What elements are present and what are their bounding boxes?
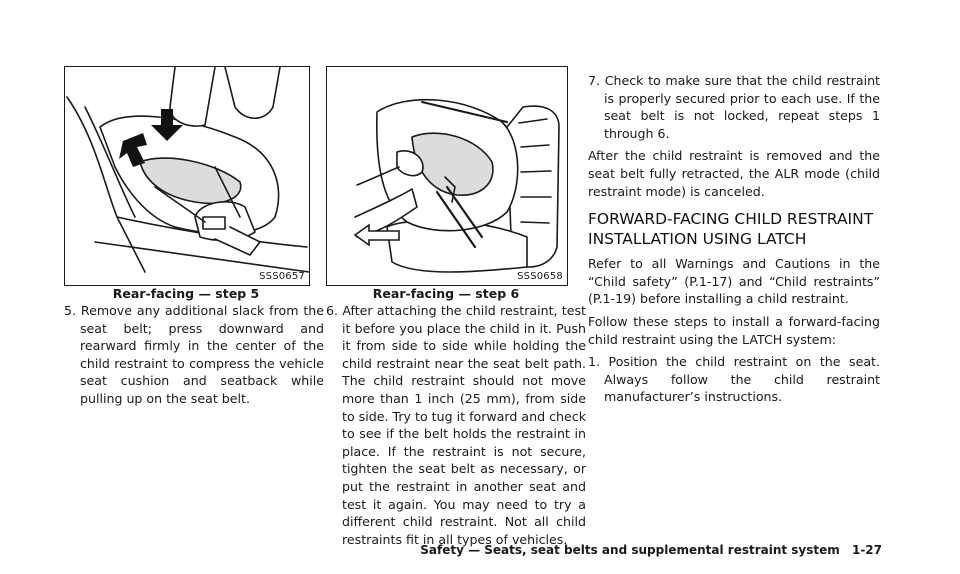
- page-number: 1-27: [851, 543, 882, 557]
- step-number: 7.: [588, 73, 601, 88]
- intro-paragraph: Refer to all Warnings and Cautions in the “Child safety” (P.1-17) and “Child restraints” (P.1-19) before installing a child restraint.: [588, 256, 880, 307]
- figure-rear-facing-step5: [64, 66, 310, 286]
- step-number: 5.: [64, 303, 77, 318]
- step-text: After attaching the child restraint, test it before you place the child in it. Push it from side to side while holding the child restraint near the seat belt path. The child restraint should not move more than 1 inch (25 mm), from side to side. Try to tug it forward and check to see if the belt holds the restraint in place. If the restraint is not secure, tighten the seat belt as necessary, or put the restraint in another seat and test it again. You may need to try a different child restraint. Not all child restraints fit in all types of vehicles.: [342, 303, 586, 547]
- seat-illustration-step6: [327, 67, 567, 285]
- seat-illustration-step5: [65, 67, 309, 285]
- page-footer: [420, 543, 882, 557]
- step-text: Position the child restraint on the seat. Always follow the child restraint manufacturer’s instructions.: [604, 354, 880, 405]
- step-text: Remove any additional slack from the seat belt; press downward and rearward firmly in the center of the child restraint to compress the vehicle seat cushion and seatback while pulling up on the seat belt.: [80, 303, 324, 406]
- step-number: 6.: [326, 303, 339, 318]
- follow-paragraph: Follow these steps to install a forward-facing child restraint using the LATCH system:: [588, 313, 880, 347]
- figure-code: SSS0657: [259, 271, 305, 282]
- alr-note: After the child restraint is removed and the seat belt fully retracted, the ALR mode (child restraint mode) is canceled.: [588, 148, 880, 199]
- figure-caption: Rear-facing — step 5: [112, 286, 260, 301]
- step-7: [588, 72, 880, 142]
- right-column: [588, 72, 880, 411]
- footer-section-title: Safety — Seats, seat belts and supplemental restraint system: [420, 543, 840, 557]
- step-1: [588, 353, 880, 406]
- step-text: Check to make sure that the child restraint is properly secured prior to each use. If the seat belt is not locked, repeat steps 1 through 6.: [604, 73, 880, 141]
- step-6: [326, 302, 586, 548]
- step-5: [64, 302, 324, 408]
- figure-code: SSS0658: [517, 271, 563, 282]
- figure-caption: Rear-facing — step 6: [372, 286, 520, 301]
- step-number: 1.: [588, 354, 601, 370]
- section-heading: FORWARD-FACING CHILD RESTRAINT INSTALLATION USING LATCH: [588, 210, 874, 249]
- figure-rear-facing-step6: [326, 66, 568, 286]
